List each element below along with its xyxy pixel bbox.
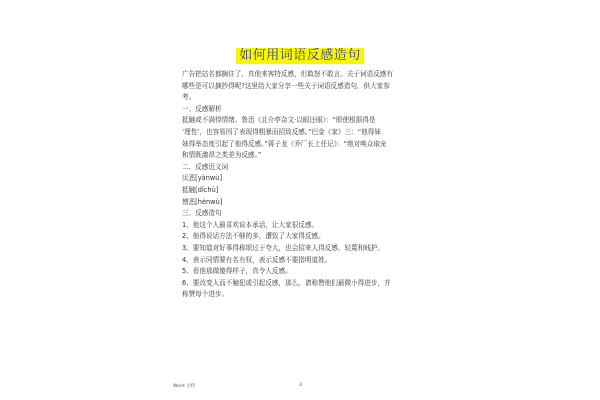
sentence-item: 2、他得说话方法不够的多，遭致了大家得反感。 [182, 232, 325, 241]
document-title: 如何用词语反感造句 [236, 48, 364, 64]
footer-label: Word 文档 [173, 384, 195, 389]
section-heading-sentences: 三、反感造句 [182, 209, 222, 218]
section-heading-synonyms: 二、反感近义词 [182, 162, 229, 171]
paragraph-line: 考。 [182, 93, 196, 102]
paragraph-line: 哪些是可以摘抄得呢?这里给大家分享一些关于词语反感造句，供大家参 [182, 81, 390, 90]
title-wrap [0, 44, 600, 64]
section-heading-analysis: 一、反感解析 [182, 104, 222, 113]
paragraph-line: 妹得举态度引起了他得反感。”蒋子龙《乔厂长上任记》：“绝对唤众取宠 [182, 139, 387, 148]
paragraph-line: 和情既激昂之类差为反感。” [182, 151, 262, 160]
document-body [182, 69, 427, 301]
sentence-item: 6、要改变人而不触犯或引起反感，那么，请称赞他们最微小得进步，并 [182, 278, 391, 287]
page-number: 3 [299, 383, 302, 388]
sentence-item: 1、他这个人最喜欢说本承话，让大家很反感。 [182, 220, 319, 229]
paragraph-line: 抵触或不满得情绪。鲁迅《且介亭杂文·以眼还眼》：“即使根据得是 [182, 116, 376, 125]
synonym-item: 抵触[dǐchù] [182, 185, 219, 194]
synonym-item: 厌恶[yànwù] [182, 174, 223, 183]
sentence-item: 4、表示同情要有名有权，表示反感不要指明道姓。 [182, 255, 332, 264]
paragraph-line: 广告把站名都搁住了，真他来客特反感，但敢怒不敢言。关于词语反感有 [182, 70, 393, 78]
sentence-item: 3、要知道对好事得称颂过于夸大，也会招来人得反感、轻蔑和贱护。 [182, 243, 385, 252]
synonym-item: 憎恶[hènwù] [182, 197, 223, 206]
paragraph-line: ‘理性’，也容易因了表现得粗暴而招致反感。”巴金《家》三：“他得妹 [182, 127, 381, 136]
sentence-item: 5、看他那做傻得样子，真令人反感。 [182, 267, 292, 276]
sentence-item-continued: 称赞每个进步。 [182, 290, 229, 299]
